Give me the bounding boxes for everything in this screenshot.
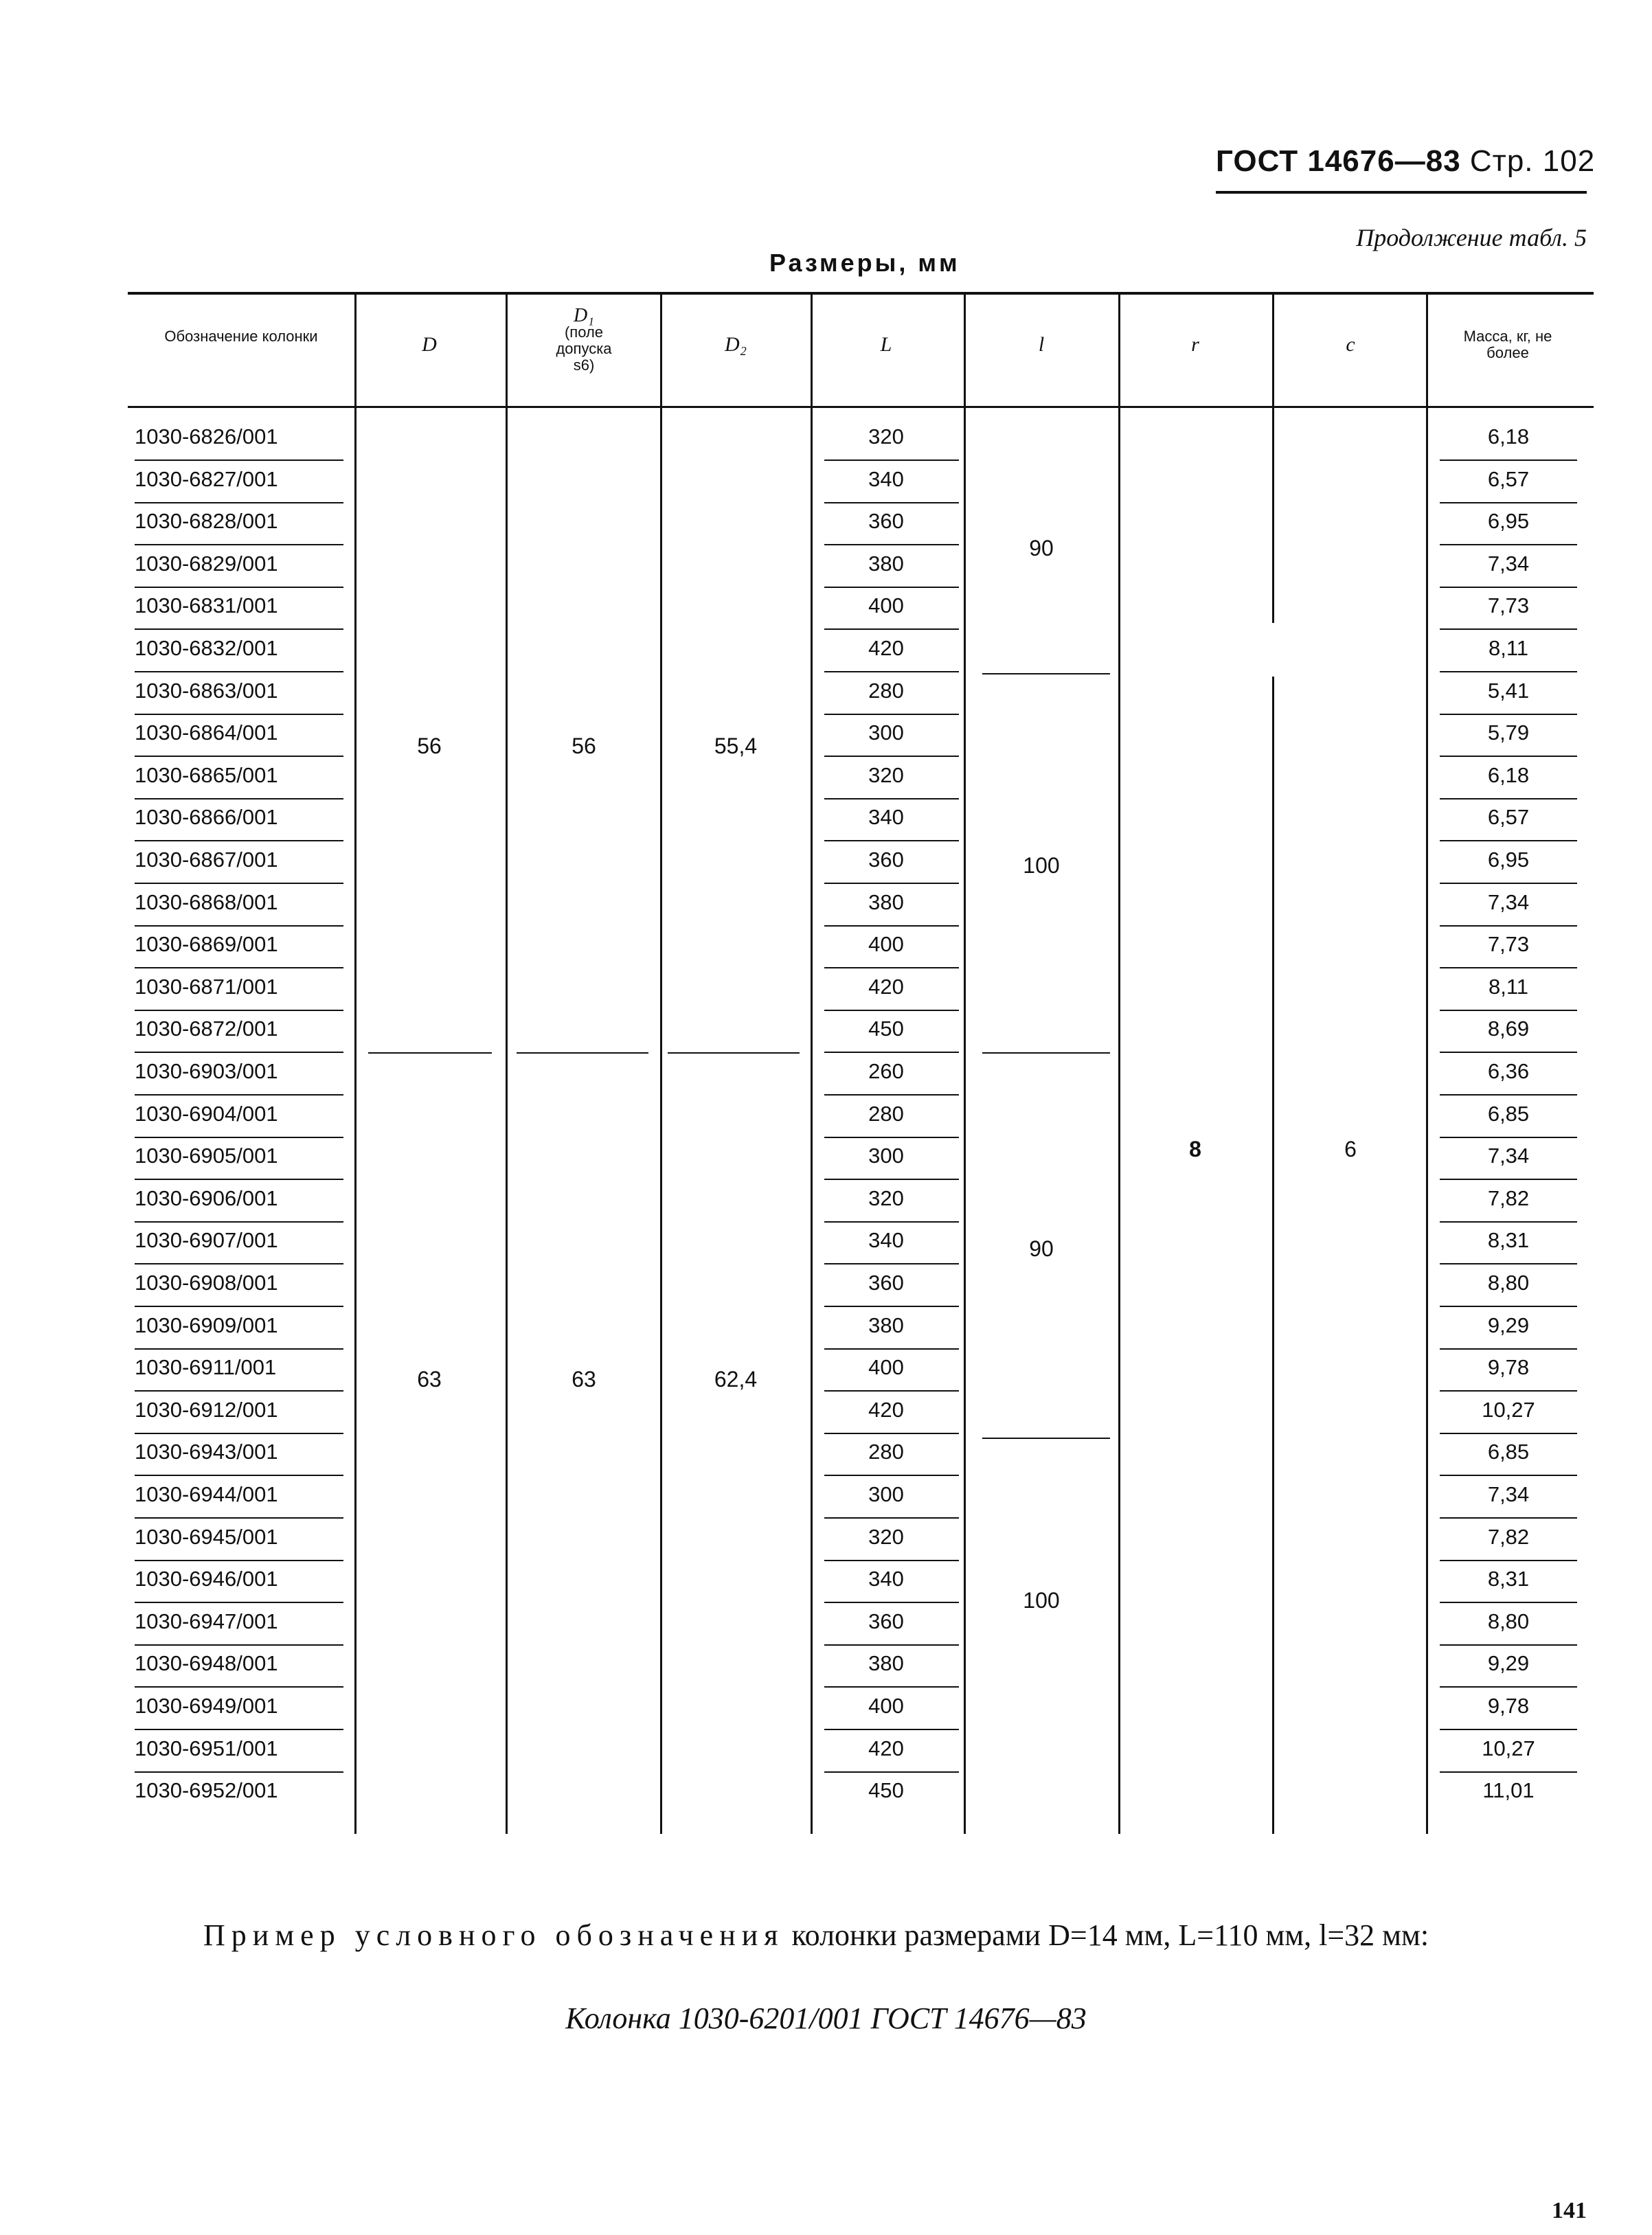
row-length: 400: [868, 1694, 904, 1718]
row-mass: 9,29: [1487, 1313, 1530, 1337]
row-rule-mass: [1440, 1094, 1577, 1096]
row-length: 320: [868, 763, 904, 787]
row-rule-length: [824, 1686, 959, 1688]
page-label: Стр. 102: [1469, 144, 1596, 178]
row-mass: 9,78: [1487, 1355, 1530, 1379]
row-rule-designation: [135, 1433, 343, 1434]
c-value: 6: [1344, 1137, 1357, 1161]
D-value-63: 63: [417, 1367, 442, 1392]
row-rule-length: [824, 840, 959, 841]
row-rule-mass: [1440, 544, 1577, 545]
row-mass: 11,01: [1482, 1778, 1535, 1802]
row-mass: 6,18: [1487, 763, 1530, 787]
row-rule-length: [824, 1137, 959, 1138]
row-mass: 10,27: [1482, 1736, 1535, 1760]
row-rule-length: [824, 671, 959, 672]
row-length: 400: [868, 1355, 904, 1379]
row-designation: 1030-6827/001: [135, 467, 278, 491]
row-rule-mass: [1440, 502, 1577, 503]
designation-example: Колонка 1030-6201/001 ГОСТ 14676—83: [565, 2001, 1087, 2035]
row-rule-length: [824, 1179, 959, 1180]
row-rule-mass: [1440, 460, 1577, 461]
row-length: 380: [868, 1313, 904, 1337]
row-length: 280: [868, 679, 904, 703]
row-designation: 1030-6949/001: [135, 1694, 278, 1718]
row-rule-length: [824, 1433, 959, 1434]
row-mass: 6,57: [1487, 805, 1530, 829]
divider-3: [660, 293, 662, 1834]
row-mass: 8,31: [1487, 1228, 1530, 1252]
row-designation: 1030-6864/001: [135, 721, 278, 745]
row-rule-length: [824, 1644, 959, 1646]
l-value-90-a: 90: [1029, 536, 1054, 560]
row-rule-designation: [135, 1221, 343, 1223]
table-continuation: Продолжение табл. 5: [1356, 224, 1587, 251]
row-designation: 1030-6872/001: [135, 1017, 278, 1041]
row-rule-designation: [135, 460, 343, 461]
row-rule-mass: [1440, 925, 1577, 927]
row-mass: 7,73: [1487, 932, 1530, 956]
col-header-r: r: [1191, 333, 1199, 356]
row-rule-designation: [135, 1560, 343, 1561]
row-rule-designation: [135, 1263, 343, 1264]
row-designation: 1030-6945/001: [135, 1525, 278, 1549]
row-mass: 9,29: [1487, 1651, 1530, 1675]
row-mass: 8,31: [1487, 1567, 1530, 1591]
row-length: 420: [868, 1398, 904, 1422]
row-length: 280: [868, 1102, 904, 1126]
D1-value-56: 56: [572, 734, 596, 758]
divider-8: [1426, 293, 1428, 1834]
row-length: 360: [868, 1271, 904, 1295]
row-rule-designation: [135, 798, 343, 799]
row-rule-length: [824, 1517, 959, 1519]
row-rule-length: [824, 460, 959, 461]
row-mass: 7,82: [1487, 1186, 1530, 1210]
row-rule-length: [824, 1306, 959, 1307]
divider-6: [1118, 293, 1120, 1834]
row-length: 450: [868, 1017, 904, 1041]
row-designation: 1030-6948/001: [135, 1651, 278, 1675]
D2-value-62-4: 62,4: [714, 1367, 758, 1392]
row-length: 340: [868, 1567, 904, 1591]
row-rule-length: [824, 1771, 959, 1773]
row-designation: 1030-6863/001: [135, 679, 278, 703]
row-rule-length: [824, 798, 959, 799]
row-length: 340: [868, 1228, 904, 1252]
row-designation: 1030-6869/001: [135, 932, 278, 956]
group-rule-l-3: [982, 1438, 1110, 1439]
row-rule-mass: [1440, 1263, 1577, 1264]
designation-example-intro: [203, 1918, 1429, 1953]
row-rule-designation: [135, 1644, 343, 1646]
row-mass: 7,34: [1487, 1144, 1530, 1168]
gost-number: ГОСТ 14676—83: [1216, 144, 1461, 178]
row-length: 300: [868, 1144, 904, 1168]
row-rule-designation: [135, 544, 343, 545]
col-header-L: L: [880, 333, 892, 356]
row-rule-mass: [1440, 1560, 1577, 1561]
row-rule-length: [824, 967, 959, 968]
row-mass: 8,11: [1488, 636, 1529, 660]
row-mass: 5,79: [1487, 721, 1530, 745]
row-rule-designation: [135, 502, 343, 503]
row-rule-designation: [135, 840, 343, 841]
row-rule-mass: [1440, 714, 1577, 715]
row-rule-length: [824, 1602, 959, 1603]
row-rule-mass: [1440, 1475, 1577, 1476]
row-length: 420: [868, 975, 904, 999]
row-length: 300: [868, 721, 904, 745]
row-rule-length: [824, 756, 959, 757]
row-designation: 1030-6829/001: [135, 552, 278, 576]
row-rule-mass: [1440, 1348, 1577, 1350]
row-rule-mass: [1440, 1052, 1577, 1053]
row-rule-mass: [1440, 628, 1577, 630]
row-length: 320: [868, 1525, 904, 1549]
divider-7-lower: [1272, 677, 1274, 1834]
divider-7-upper: [1272, 293, 1274, 623]
row-rule-length: [824, 925, 959, 927]
row-mass: 9,78: [1487, 1694, 1530, 1718]
col-header-l: l: [1038, 333, 1045, 356]
row-mass: 6,95: [1487, 848, 1530, 872]
row-designation: 1030-6912/001: [135, 1398, 278, 1422]
row-rule-mass: [1440, 1433, 1577, 1434]
row-rule-length: [824, 1052, 959, 1053]
row-rule-mass: [1440, 1137, 1577, 1138]
header-bottom-rule: [128, 406, 1594, 408]
row-mass: 6,18: [1487, 424, 1530, 449]
col-header-D1-note: (поле допуска s6): [556, 324, 612, 374]
row-rule-designation: [135, 1010, 343, 1011]
row-rule-length: [824, 714, 959, 715]
row-mass: 7,73: [1487, 593, 1530, 617]
l-value-100-a: 100: [1023, 853, 1060, 878]
row-rule-mass: [1440, 883, 1577, 884]
row-length: 380: [868, 552, 904, 576]
row-rule-mass: [1440, 1221, 1577, 1223]
row-length: 260: [868, 1059, 904, 1083]
D-value-56: 56: [417, 734, 442, 758]
row-length: 340: [868, 805, 904, 829]
row-rule-mass: [1440, 671, 1577, 672]
row-rule-designation: [135, 1729, 343, 1730]
row-designation: 1030-6908/001: [135, 1271, 278, 1295]
divider-1: [354, 293, 357, 1834]
row-rule-length: [824, 502, 959, 503]
row-rule-mass: [1440, 1729, 1577, 1730]
row-mass: 10,27: [1482, 1398, 1535, 1422]
row-mass: 7,34: [1487, 552, 1530, 576]
l-value-100-b: 100: [1023, 1588, 1060, 1613]
table-top-rule: [128, 292, 1594, 295]
row-rule-mass: [1440, 1010, 1577, 1011]
row-rule-designation: [135, 925, 343, 927]
col-header-D1-symbol: D₁: [574, 305, 594, 326]
row-designation: 1030-6905/001: [135, 1144, 278, 1168]
row-rule-mass: [1440, 798, 1577, 799]
example-lead: Пример условного обозначения: [203, 1918, 784, 1952]
row-designation: 1030-6947/001: [135, 1609, 278, 1633]
row-rule-mass: [1440, 1771, 1577, 1773]
row-rule-mass: [1440, 1602, 1577, 1603]
row-designation: 1030-6944/001: [135, 1482, 278, 1506]
col-header-D1: [508, 305, 659, 374]
row-rule-length: [824, 544, 959, 545]
row-rule-length: [824, 587, 959, 588]
row-mass: 6,57: [1487, 467, 1530, 491]
sizes-title: Размеры, мм: [769, 249, 960, 277]
row-mass: 5,41: [1487, 679, 1530, 703]
col-header-D2: D₂: [724, 333, 747, 356]
row-rule-designation: [135, 714, 343, 715]
row-mass: 8,69: [1487, 1017, 1530, 1041]
divider-2: [506, 293, 508, 1834]
row-rule-designation: [135, 756, 343, 757]
row-length: 360: [868, 1609, 904, 1633]
col-header-D: D: [422, 333, 437, 356]
row-length: 340: [868, 467, 904, 491]
group-rule-l-2: [982, 1052, 1110, 1054]
row-rule-length: [824, 1560, 959, 1561]
row-designation: 1030-6906/001: [135, 1186, 278, 1210]
row-rule-length: [824, 1729, 959, 1730]
row-designation: 1030-6904/001: [135, 1102, 278, 1126]
divider-5: [964, 293, 966, 1834]
row-rule-length: [824, 883, 959, 884]
row-rule-mass: [1440, 1179, 1577, 1180]
row-rule-mass: [1440, 1686, 1577, 1688]
row-length: 450: [868, 1778, 904, 1802]
row-rule-designation: [135, 1686, 343, 1688]
example-rest: колонки размерами D=14 мм, L=110 мм, l=32 мм:: [791, 1918, 1429, 1952]
group-rule-l-1: [982, 673, 1110, 674]
row-rule-length: [824, 1263, 959, 1264]
row-mass: 7,34: [1487, 890, 1530, 914]
row-rule-designation: [135, 1052, 343, 1053]
row-designation: 1030-6866/001: [135, 805, 278, 829]
row-length: 420: [868, 1736, 904, 1760]
row-designation: 1030-6871/001: [135, 975, 278, 999]
row-length: 400: [868, 932, 904, 956]
row-designation: 1030-6911/001: [135, 1355, 277, 1379]
row-mass: 8,80: [1487, 1271, 1530, 1295]
row-rule-designation: [135, 1475, 343, 1476]
row-designation: 1030-6831/001: [135, 593, 278, 617]
l-value-90-b: 90: [1029, 1236, 1054, 1261]
row-rule-designation: [135, 587, 343, 588]
row-rule-designation: [135, 628, 343, 630]
row-mass: 8,80: [1487, 1609, 1530, 1633]
row-mass: 6,85: [1487, 1440, 1530, 1464]
row-rule-length: [824, 1475, 959, 1476]
row-length: 400: [868, 593, 904, 617]
row-rule-mass: [1440, 1390, 1577, 1392]
r-value: 8: [1189, 1137, 1201, 1161]
row-rule-designation: [135, 967, 343, 968]
row-rule-designation: [135, 1179, 343, 1180]
row-designation: 1030-6868/001: [135, 890, 278, 914]
row-rule-mass: [1440, 587, 1577, 588]
row-length: 300: [868, 1482, 904, 1506]
row-designation: 1030-6903/001: [135, 1059, 278, 1083]
row-mass: 6,95: [1487, 509, 1530, 533]
row-rule-mass: [1440, 1306, 1577, 1307]
row-designation: 1030-6867/001: [135, 848, 278, 872]
row-mass: 7,34: [1487, 1482, 1530, 1506]
row-rule-mass: [1440, 967, 1577, 968]
row-rule-designation: [135, 671, 343, 672]
row-rule-length: [824, 1094, 959, 1096]
header-rule: [1216, 191, 1587, 194]
row-length: 280: [868, 1440, 904, 1464]
row-mass: 8,11: [1488, 975, 1529, 999]
row-mass: 7,82: [1487, 1525, 1530, 1549]
row-rule-length: [824, 1390, 959, 1392]
row-length: 320: [868, 1186, 904, 1210]
row-rule-designation: [135, 1137, 343, 1138]
row-rule-length: [824, 1221, 959, 1223]
row-rule-designation: [135, 1348, 343, 1350]
D1-value-63: 63: [572, 1367, 596, 1392]
row-designation: 1030-6951/001: [135, 1736, 278, 1760]
col-header-designation: Обозначение колонки: [164, 328, 318, 345]
row-mass: 6,85: [1487, 1102, 1530, 1126]
row-length: 380: [868, 890, 904, 914]
row-designation: 1030-6865/001: [135, 763, 278, 787]
D2-value-55-4: 55,4: [714, 734, 758, 758]
row-rule-designation: [135, 1602, 343, 1603]
page-number: 141: [1552, 2198, 1587, 2223]
row-rule-designation: [135, 1771, 343, 1773]
row-rule-designation: [135, 883, 343, 884]
row-rule-length: [824, 1010, 959, 1011]
group-rule-D2: [668, 1052, 800, 1054]
row-rule-mass: [1440, 1644, 1577, 1646]
row-rule-mass: [1440, 840, 1577, 841]
row-designation: 1030-6909/001: [135, 1313, 278, 1337]
row-rule-designation: [135, 1306, 343, 1307]
row-rule-designation: [135, 1517, 343, 1519]
row-designation: 1030-6907/001: [135, 1228, 278, 1252]
row-length: 420: [868, 636, 904, 660]
col-header-c: c: [1346, 333, 1355, 356]
row-designation: 1030-6828/001: [135, 509, 278, 533]
row-rule-mass: [1440, 756, 1577, 757]
row-length: 360: [868, 848, 904, 872]
row-rule-designation: [135, 1390, 343, 1392]
row-length: 360: [868, 509, 904, 533]
group-rule-D: [368, 1052, 492, 1054]
row-designation: 1030-6946/001: [135, 1567, 278, 1591]
col-header-mass: Масса, кг, не более: [1463, 328, 1552, 361]
row-rule-mass: [1440, 1517, 1577, 1519]
row-designation: 1030-6952/001: [135, 1778, 278, 1802]
row-rule-length: [824, 628, 959, 630]
document-header: [1216, 144, 1595, 179]
row-rule-length: [824, 1348, 959, 1350]
row-designation: 1030-6826/001: [135, 424, 278, 449]
row-length: 320: [868, 424, 904, 449]
row-designation: 1030-6832/001: [135, 636, 278, 660]
row-designation: 1030-6943/001: [135, 1440, 278, 1464]
row-rule-designation: [135, 1094, 343, 1096]
group-rule-D1: [517, 1052, 648, 1054]
row-mass: 6,36: [1487, 1059, 1530, 1083]
row-length: 380: [868, 1651, 904, 1675]
